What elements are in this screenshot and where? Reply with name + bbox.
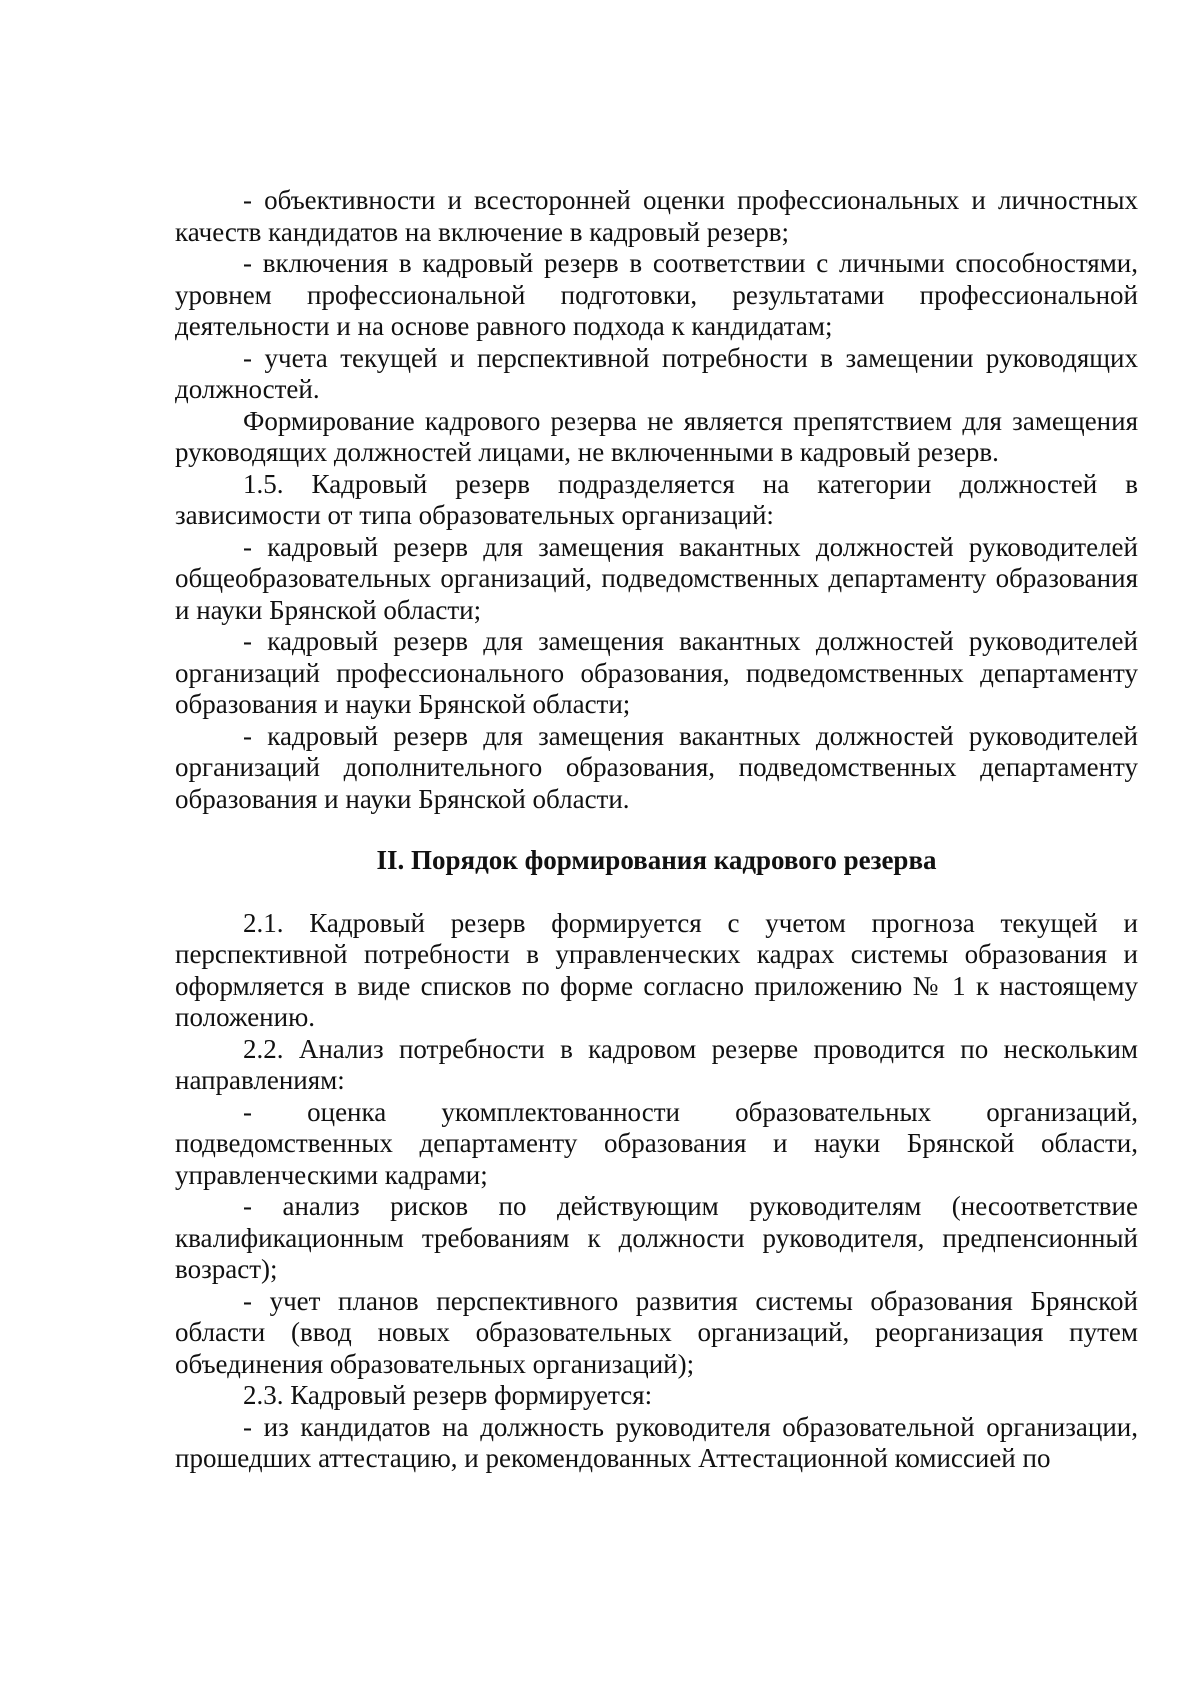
- list-item-certified-candidates: - из кандидатов на должность руководителя образовательной организации, прошедших аттестацию, и рекомендованных Аттестационной комиссией по: [175, 1411, 1138, 1473]
- paragraph-principle-objectivity: - объективности и всесторонней оценки профессиональных и личностных качеств кандидатов на включение в кадровый резерв;: [175, 185, 1138, 247]
- paragraph-1-5: 1.5. Кадровый резерв подразделяется на категории должностей в зависимости от типа образовательных организаций:: [175, 468, 1138, 530]
- list-item-staffing-assessment: - оценка укомплектованности образовательных организаций, подведомственных департаменту образования и науки Брянской области, управленческими кадрами;: [175, 1096, 1138, 1190]
- list-item-risk-analysis: - анализ рисков по действующим руководителям (несоответствие квалификационным требованиям к должности руководителя, предпенсионный возраст);: [175, 1191, 1138, 1284]
- paragraph-2-2: 2.2. Анализ потребности в кадровом резерве проводится по нескольким направлениям:: [175, 1033, 1138, 1095]
- document-body: [175, 185, 1138, 1475]
- list-item-general-education: - кадровый резерв для замещения вакантных должностей руководителей общеобразовательных организаций, подведомственных департаменту образования и науки Брянской области;: [175, 531, 1138, 625]
- list-item-development-plans: - учет планов перспективного развития системы образования Брянской области (ввод новых образовательных организаций, реорганизация путем объединения образовательных организаций);: [175, 1285, 1138, 1379]
- section-heading: II. Порядок формирования кадрового резерва: [376, 845, 937, 875]
- paragraph-principle-inclusion: - включения в кадровый резерв в соответствии с личными способностями, уровнем профессиональной подготовки, результатами профессиональной деятельности и на основе равного подхода к кандидатам;: [175, 248, 1138, 341]
- paragraph-2-1: 2.1. Кадровый резерв формируется с учетом прогноза текущей и перспективной потребности в управленческих кадрах системы образования и оформляется в виде списков по форме согласно приложению № 1 к настоящему положению.: [175, 907, 1138, 1032]
- paragraph-principle-needs: - учета текущей и перспективной потребности в замещении руководящих должностей.: [175, 342, 1138, 404]
- list-item-professional-education: - кадровый резерв для замещения вакантных должностей руководителей организаций профессионального образования, подведомственных департаменту образования и науки Брянской области;: [175, 626, 1138, 719]
- paragraph-2-3: 2.3. Кадровый резерв формируется:: [243, 1380, 653, 1410]
- paragraph-formation-not-obstacle: Формирование кадрового резерва не является препятствием для замещения руководящих должностей лицами, не включенными в кадровый резерв.: [175, 405, 1138, 467]
- list-item-additional-education: - кадровый резерв для замещения вакантных должностей руководителей организаций дополнительного образования, подведомственных департаменту образования и науки Брянской области.: [175, 720, 1138, 814]
